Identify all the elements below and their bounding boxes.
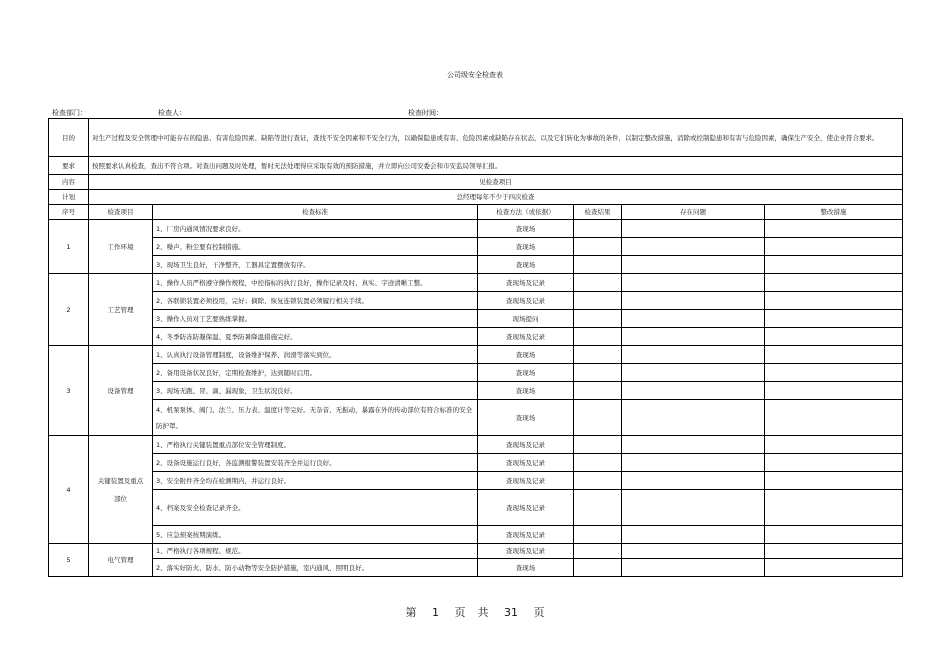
issue-cell[interactable] [622, 436, 765, 454]
footer-total-word: 页 [533, 606, 545, 619]
document-title: 公司级安全检查表 [447, 71, 503, 79]
requirement-label: 要求 [49, 157, 89, 175]
action-cell[interactable] [765, 292, 903, 310]
footer-total-number: 31 [504, 606, 518, 619]
table-row [49, 559, 903, 577]
issue-cell[interactable] [622, 544, 765, 559]
check-method: 查现场及记录 [478, 292, 574, 310]
issue-cell[interactable] [622, 220, 765, 238]
check-result-cell[interactable] [574, 220, 622, 238]
check-standard: 2、落实好防火、防水、防小动物等安全防护措施，室内通风、照明良好。 [153, 559, 478, 577]
check-method: 查现场 [478, 559, 574, 577]
issue-cell[interactable] [622, 454, 765, 472]
group-item: 关键装置及重点部位 [89, 436, 153, 544]
check-result-cell[interactable] [574, 274, 622, 292]
check-result-cell[interactable] [574, 544, 622, 559]
footer-page-number: 1 [432, 606, 439, 619]
check-method: 查现场及记录 [478, 544, 574, 559]
check-standard: 3、现场无跑、冒、滴、漏现象，卫生状况良好。 [153, 382, 478, 400]
department-label: 检查部门： [52, 109, 87, 117]
check-result-cell[interactable] [574, 238, 622, 256]
issue-cell[interactable] [622, 400, 765, 436]
check-standard: 1、操作人员严格遵守操作规程，中控指标的执行良好，操作记录及时、真实、字迹清晰工整。 [153, 274, 478, 292]
check-standard: 3、操作人员对工艺要熟练掌握。 [153, 310, 478, 328]
check-standard: 2、各联锁装置必须投用，完好；摘除、恢复连锁装置必须履行相关手续。 [153, 292, 478, 310]
group-item: 工艺管理 [89, 274, 153, 346]
action-cell[interactable] [765, 526, 903, 544]
action-cell[interactable] [765, 400, 903, 436]
table-row [49, 328, 903, 346]
action-cell[interactable] [765, 436, 903, 454]
check-method: 查现场及记录 [478, 454, 574, 472]
issue-cell[interactable] [622, 238, 765, 256]
check-result-cell[interactable] [574, 292, 622, 310]
check-result-cell[interactable] [574, 364, 622, 382]
check-standard: 3、安全附件齐全均在检测期内，并运行良好。 [153, 472, 478, 490]
header-no: 序号 [49, 205, 89, 220]
action-cell[interactable] [765, 454, 903, 472]
issue-cell[interactable] [622, 346, 765, 364]
header-item: 检查项目 [89, 205, 153, 220]
check-method: 查现场及记录 [478, 526, 574, 544]
check-method: 查现场 [478, 382, 574, 400]
issue-cell[interactable] [622, 292, 765, 310]
check-method: 查现场 [478, 364, 574, 382]
footer-page-word: 页 [454, 606, 466, 619]
action-cell[interactable] [765, 310, 903, 328]
group-number: 1 [49, 220, 89, 274]
table-row [49, 220, 903, 238]
check-standard: 2、噪声、粉尘要有控制措施。 [153, 238, 478, 256]
header-action: 整改措施 [765, 205, 903, 220]
table-row [49, 526, 903, 544]
check-result-cell[interactable] [574, 346, 622, 364]
action-cell[interactable] [765, 274, 903, 292]
content-text: 见检查项目 [89, 175, 903, 190]
check-result-cell[interactable] [574, 472, 622, 490]
header-standard: 检查标准 [153, 205, 478, 220]
table-row [49, 382, 903, 400]
action-cell[interactable] [765, 220, 903, 238]
purpose-label: 目的 [49, 119, 89, 157]
table-row [49, 346, 903, 364]
table-row [49, 436, 903, 454]
plan-label: 计划 [49, 190, 89, 205]
header-row [49, 205, 903, 220]
check-standard: 1、严格执行各项规程、规范。 [153, 544, 478, 559]
issue-cell[interactable] [622, 364, 765, 382]
check-method: 查现场 [478, 346, 574, 364]
check-standard: 1、厂房内通风情况要求良好。 [153, 220, 478, 238]
check-method: 查现场及记录 [478, 328, 574, 346]
issue-cell[interactable] [622, 526, 765, 544]
header-result: 检查结果 [574, 205, 622, 220]
action-cell[interactable] [765, 256, 903, 274]
table-row [49, 238, 903, 256]
action-cell[interactable] [765, 559, 903, 577]
check-result-cell[interactable] [574, 400, 622, 436]
check-result-cell[interactable] [574, 559, 622, 577]
check-method: 查现场 [478, 220, 574, 238]
action-cell[interactable] [765, 382, 903, 400]
group-item: 电气管理 [89, 544, 153, 577]
table-row [49, 400, 903, 436]
check-standard: 4、机泵泵体、阀门、法兰、压力表、温度计等完好。无杂音、无振动，暴露在外的传动部位有符合标准的安全防护罩。 [153, 400, 478, 436]
check-method: 查现场 [478, 400, 574, 436]
check-method: 查现场及记录 [478, 436, 574, 454]
requirement-text: 按照要求认真检查，查出不符合项。对查出问题及时处理，暂时无法处理得应采取有效的预防措施，并立即向公司安委会和市安监局领导汇报。 [89, 157, 903, 175]
group-item: 设备管理 [89, 346, 153, 436]
table-row [49, 292, 903, 310]
group-number: 4 [49, 436, 89, 544]
table-row [49, 310, 903, 328]
check-standard: 5、应急预案按期演练。 [153, 526, 478, 544]
check-result-cell[interactable] [574, 256, 622, 274]
check-standard: 4、档案及安全检查记录齐全。 [153, 490, 478, 526]
check-method: 查现场 [478, 256, 574, 274]
table-row [49, 364, 903, 382]
check-standard: 2、备用设备状况良好，定期检查维护，达到随时启用。 [153, 364, 478, 382]
issue-cell[interactable] [622, 559, 765, 577]
issue-cell[interactable] [622, 472, 765, 490]
plan-row [49, 190, 903, 205]
check-method: 查现场及记录 [478, 472, 574, 490]
check-result-cell[interactable] [574, 490, 622, 526]
purpose-row [49, 119, 903, 157]
check-method: 查现场 [478, 238, 574, 256]
table-row [49, 256, 903, 274]
check-standard: 4、冬季防冻防凝保温、夏季防暑降温措施完好。 [153, 328, 478, 346]
issue-cell[interactable] [622, 310, 765, 328]
check-method: 查现场及记录 [478, 274, 574, 292]
action-cell[interactable] [765, 328, 903, 346]
issue-cell[interactable] [622, 274, 765, 292]
group-number: 3 [49, 346, 89, 436]
content-label: 内容 [49, 175, 89, 190]
group-number: 2 [49, 274, 89, 346]
header-issue: 存在问题 [622, 205, 765, 220]
action-cell[interactable] [765, 238, 903, 256]
check-standard: 2、设备设施运行良好，各监测报警装置安装齐全并运行良好。 [153, 454, 478, 472]
check-standard: 1、严格执行关键装置重点部位安全管理制度。 [153, 436, 478, 454]
action-cell[interactable] [765, 472, 903, 490]
group-number: 5 [49, 544, 89, 577]
inspection-table [48, 118, 903, 577]
check-method: 现场提问 [478, 310, 574, 328]
check-standard: 3、现场卫生良好，干净整齐，工器具定置摆放有序。 [153, 256, 478, 274]
plan-text: 总经理每年不少于四次检查 [89, 190, 903, 205]
inspector-label: 检查人： [158, 109, 186, 117]
footer-total-label: 共 [477, 606, 489, 619]
issue-cell[interactable] [622, 382, 765, 400]
check-result-cell[interactable] [574, 328, 622, 346]
check-result-cell[interactable] [574, 436, 622, 454]
issue-cell[interactable] [622, 256, 765, 274]
check-standard: 1、认真执行设备管理制度，设备维护保养、润滑等落实到位。 [153, 346, 478, 364]
table-row [49, 544, 903, 559]
check-result-cell[interactable] [574, 454, 622, 472]
issue-cell[interactable] [622, 490, 765, 526]
table-row [49, 490, 903, 526]
action-cell[interactable] [765, 346, 903, 364]
footer-page-label: 第 [405, 606, 417, 619]
table-row [49, 454, 903, 472]
page-footer [0, 604, 950, 620]
table-row [49, 472, 903, 490]
check-result-cell[interactable] [574, 526, 622, 544]
requirement-row [49, 157, 903, 175]
check-result-cell[interactable] [574, 310, 622, 328]
action-cell[interactable] [765, 364, 903, 382]
action-cell[interactable] [765, 544, 903, 559]
purpose-text: 对生产过程及安全管理中可能存在的隐患、有害危险因素、缺陷等进行查证，查找不安全因素和不安全行为，以确保隐患或有害、危险因素或缺陷存在状态，以及它们转化为事故的条件，以制定整改措施，消除或控制隐患和有害与危险因素，确保生产安全，使企业符合要求。 [89, 119, 903, 157]
content-row [49, 175, 903, 190]
issue-cell[interactable] [622, 328, 765, 346]
header-method: 检查方法（或依据） [478, 205, 574, 220]
group-item: 工作环境 [89, 220, 153, 274]
table-row [49, 274, 903, 292]
action-cell[interactable] [765, 490, 903, 526]
time-label: 检查时间： [408, 109, 443, 117]
check-result-cell[interactable] [574, 382, 622, 400]
check-method: 查现场及记录 [478, 490, 574, 526]
